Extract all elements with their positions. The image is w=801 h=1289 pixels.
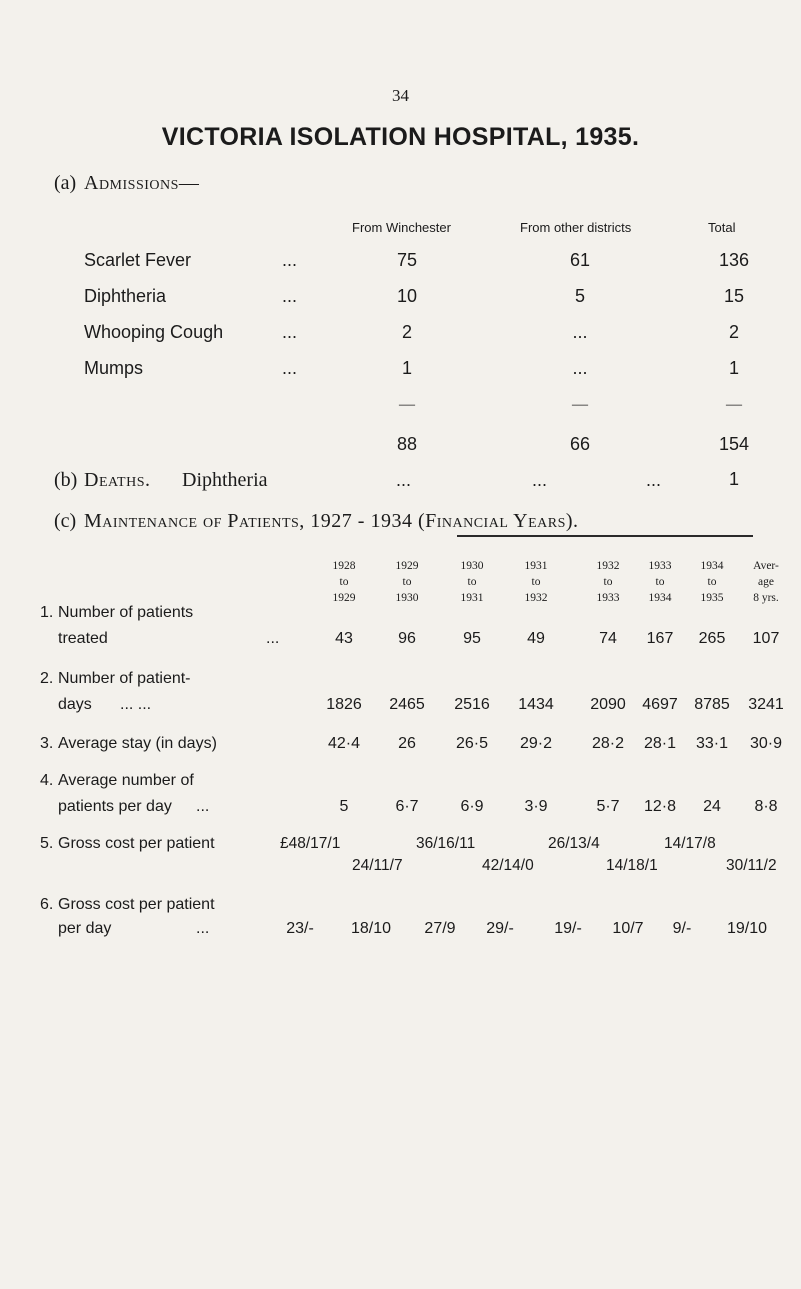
row-label: Gross cost per patient (58, 896, 215, 913)
deaths-value: 1 (728, 469, 739, 489)
value-1932-33: 28·2 (591, 735, 625, 752)
value-1934-35: 8785 (694, 696, 730, 713)
header-line: 1930 (460, 560, 484, 572)
value-1933-34: 4697 (642, 696, 678, 713)
leader-dots: ... (396, 470, 412, 490)
column-header-winchester: From Winchester (352, 220, 451, 235)
header-line: 1933 (596, 592, 620, 604)
value-1933-34: 167 (646, 630, 674, 647)
admissions-marker: (a) (54, 172, 77, 194)
gross-cost-1929-30: 24/11/7 (352, 857, 403, 874)
value-average: 30·9 (749, 735, 783, 752)
value-1934-35: 33·1 (695, 735, 729, 752)
gross-cost-1932-33: 26/13/4 (548, 835, 600, 852)
leader-dots: ... (646, 470, 662, 490)
heading-underline (457, 535, 753, 537)
value-1928-29: 5 (339, 798, 349, 815)
row-number: 6. (40, 896, 54, 913)
header-line: to (467, 576, 477, 588)
value-1932-33: 5·7 (596, 798, 620, 815)
per-day-1931-32: 29/- (486, 920, 514, 937)
header-line: to (339, 576, 349, 588)
page-title: VICTORIA ISOLATION HOSPITAL, 1935. (161, 123, 640, 151)
average-column-header (736, 558, 796, 606)
other-districts-value: 61 (569, 250, 591, 270)
winchester-value: 1 (401, 358, 412, 378)
header-line: 1934 (648, 592, 672, 604)
row-label-continued: patients per day (58, 798, 172, 815)
other-districts-value: ... (572, 322, 588, 342)
value-1930-31: 2516 (454, 696, 490, 713)
value-1930-31: 6·9 (460, 798, 484, 815)
sum-rule: — (726, 396, 742, 413)
winchester-value: 10 (396, 286, 418, 306)
per-day-1928-29: 23/- (286, 920, 314, 937)
row-label: Number of patient- (58, 670, 191, 687)
value-1933-34: 12·8 (643, 798, 677, 815)
value-1933-34: 28·1 (643, 735, 677, 752)
value-1929-30: 26 (398, 735, 416, 752)
gross-cost-1928-29: £48/17/1 (280, 835, 341, 852)
leader-dots: ... ... (120, 696, 152, 713)
year-column-header (630, 558, 690, 606)
leader-dots: ... (532, 470, 548, 490)
value-average: 107 (752, 630, 780, 647)
header-line: Aver- (753, 560, 779, 572)
total-value: 15 (723, 286, 745, 306)
header-line: 1935 (700, 592, 724, 604)
value-1928-29: 1826 (326, 696, 362, 713)
disease-label: Diphtheria (84, 286, 167, 306)
row-label: Number of patients (58, 604, 194, 621)
header-line: 1931 (460, 592, 484, 604)
row-label: Gross cost per patient (58, 835, 215, 852)
deaths-disease-label: Diphtheria (182, 469, 268, 491)
grand-total: 154 (718, 434, 750, 454)
disease-label: Scarlet Fever (84, 250, 192, 270)
gross-cost-average: 30/11/2 (726, 857, 777, 874)
header-line: to (402, 576, 412, 588)
leader-dots: ... (266, 630, 280, 647)
row-label-continued: treated (58, 630, 108, 647)
value-1928-29: 43 (335, 630, 353, 647)
value-1932-33: 2090 (590, 696, 626, 713)
leader-dots: ... (282, 358, 298, 378)
header-line: 1928 (332, 560, 356, 572)
gross-cost-1933-34: 14/18/1 (606, 857, 658, 874)
year-column-header (578, 558, 638, 606)
header-line: to (707, 576, 717, 588)
total-value: 136 (718, 250, 750, 270)
header-line: to (531, 576, 541, 588)
value-average: 8·8 (754, 798, 778, 815)
leader-dots: ... (282, 250, 298, 270)
value-1931-32: 3·9 (524, 798, 548, 815)
other-districts-value: 5 (574, 286, 585, 306)
year-column-header (377, 558, 437, 606)
value-1928-29: 42·4 (327, 735, 361, 752)
header-line: age (758, 576, 774, 588)
value-1934-35: 265 (698, 630, 726, 647)
total-other-districts: 66 (569, 434, 591, 454)
gross-cost-1931-32: 42/14/0 (482, 857, 534, 874)
deaths-marker: (b) (54, 469, 78, 491)
total-value: 2 (728, 322, 739, 342)
maintenance-marker: (c) (54, 510, 77, 532)
leader-dots: ... (282, 286, 298, 306)
value-average: 3241 (748, 696, 784, 713)
maintenance-heading: Maintenance of Patients, 1927 - 1934 (Financial Years). (84, 510, 579, 532)
per-day-average: 19/10 (726, 920, 768, 937)
leader-dots: ... (282, 322, 298, 342)
value-1931-32: 49 (527, 630, 545, 647)
value-1929-30: 96 (398, 630, 416, 647)
per-day-1929-30: 18/10 (350, 920, 392, 937)
row-number: 1. (40, 604, 54, 621)
column-header-total: Total (708, 220, 736, 235)
header-line: 1932 (596, 560, 620, 572)
total-value: 1 (728, 358, 739, 378)
header-line: to (603, 576, 613, 588)
deaths-heading: Deaths. (84, 469, 151, 491)
header-line: to (655, 576, 665, 588)
value-1929-30: 6·7 (395, 798, 419, 815)
row-number: 3. (40, 735, 54, 752)
header-line: 1930 (395, 592, 419, 604)
column-header-other-districts: From other districts (520, 220, 632, 235)
year-column-header (506, 558, 566, 606)
per-day-1933-34: 10/7 (612, 920, 644, 937)
sum-rule: — (572, 396, 588, 413)
header-line: 1934 (700, 560, 724, 572)
disease-label: Mumps (84, 358, 144, 378)
header-line: 1929 (395, 560, 419, 572)
other-districts-value: ... (572, 358, 588, 378)
value-1932-33: 74 (599, 630, 617, 647)
page-number: 34 (392, 86, 409, 105)
row-label: Average number of (58, 772, 194, 789)
year-column-header (314, 558, 374, 606)
header-line: 1932 (524, 592, 548, 604)
gross-cost-1934-35: 14/17/8 (664, 835, 716, 852)
header-line: 1929 (332, 592, 356, 604)
winchester-value: 75 (396, 250, 418, 270)
sum-rule: — (399, 396, 415, 413)
header-line: 1933 (648, 560, 672, 572)
row-label-continued: per day (58, 920, 112, 937)
per-day-1934-35: 9/- (672, 920, 692, 937)
header-line: 1931 (524, 560, 548, 572)
leader-dots: ... (196, 798, 210, 815)
disease-label: Whooping Cough (84, 322, 224, 342)
year-column-header (442, 558, 502, 606)
row-number: 2. (40, 670, 54, 687)
leader-dots: ... (196, 920, 210, 937)
row-label-continued: days (58, 696, 92, 713)
per-day-1930-31: 27/9 (424, 920, 456, 937)
admissions-heading: Admissions— (84, 172, 200, 194)
value-1930-31: 95 (463, 630, 481, 647)
value-1931-32: 29·2 (519, 735, 553, 752)
gross-cost-1930-31: 36/16/11 (416, 835, 476, 852)
year-column-header (682, 558, 742, 606)
row-label: Average stay (in days) (58, 735, 217, 752)
value-1934-35: 24 (703, 798, 721, 815)
value-1930-31: 26·5 (455, 735, 489, 752)
row-number: 4. (40, 772, 54, 789)
total-winchester: 88 (396, 434, 418, 454)
winchester-value: 2 (401, 322, 412, 342)
value-1931-32: 1434 (518, 696, 554, 713)
row-number: 5. (40, 835, 54, 852)
header-line: 8 yrs. (753, 592, 779, 604)
value-1929-30: 2465 (389, 696, 425, 713)
per-day-1932-33: 19/- (554, 920, 582, 937)
